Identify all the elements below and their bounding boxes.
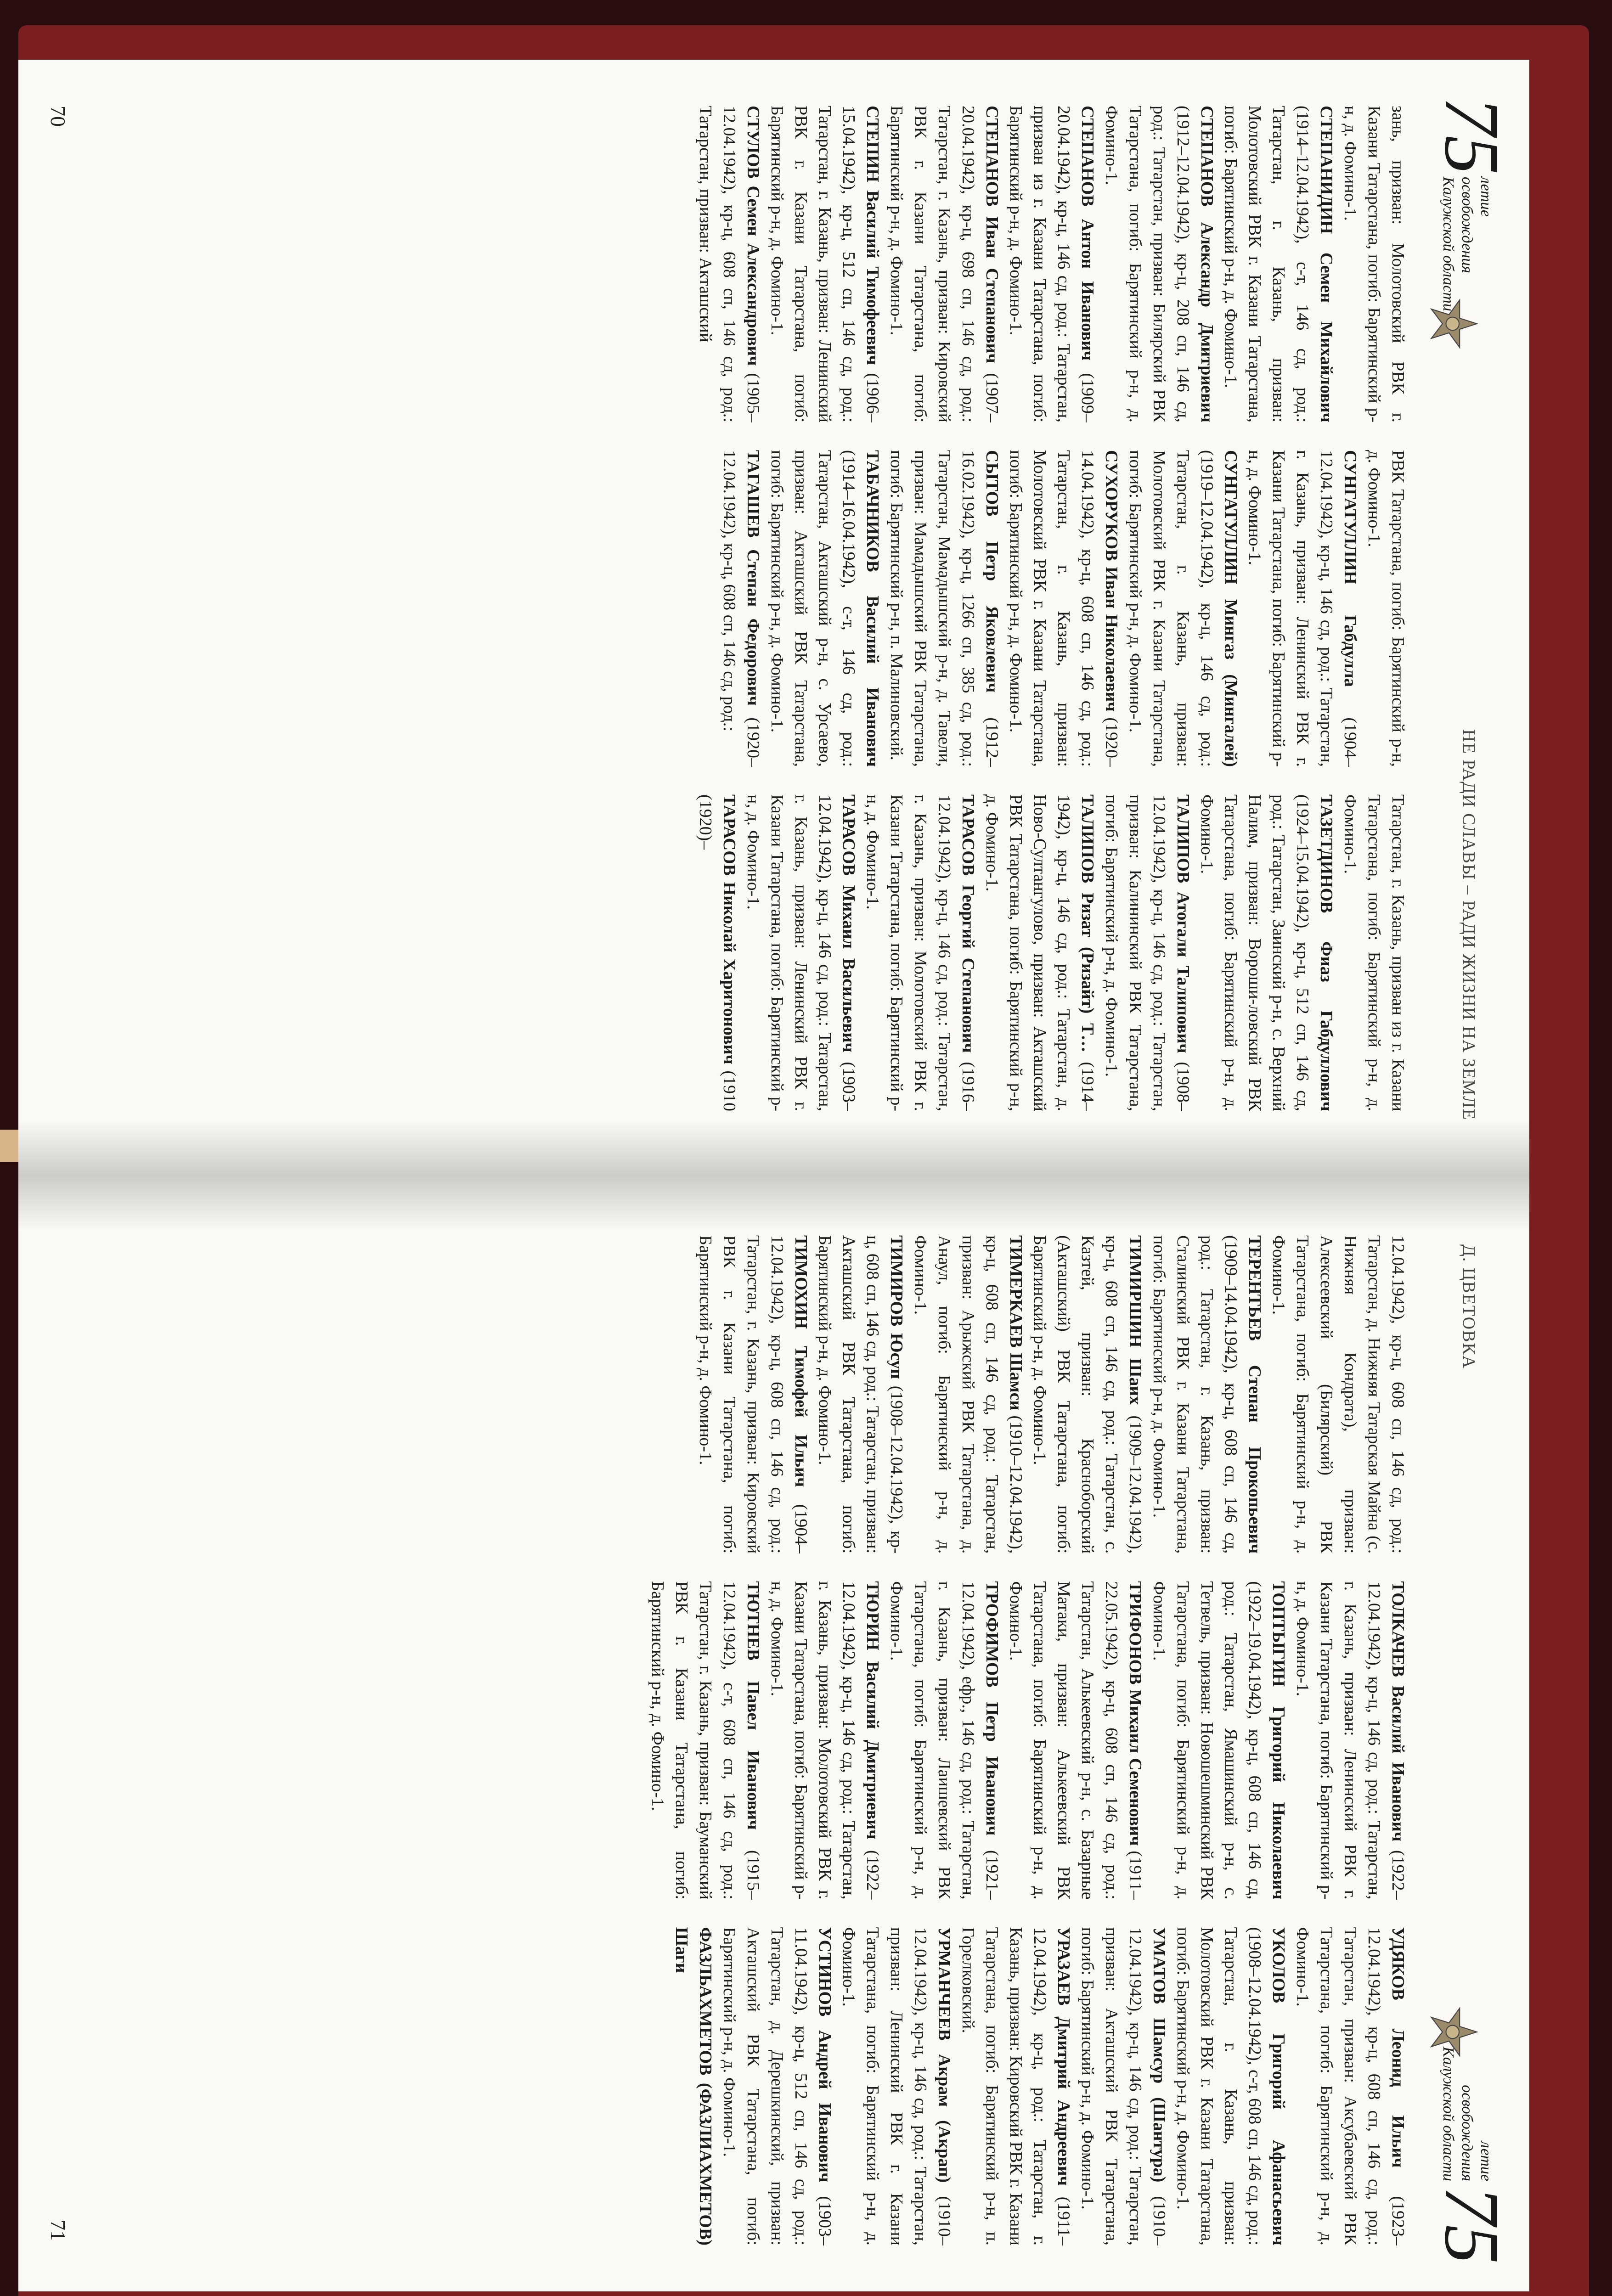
column-1 [96, 1235, 1410, 1553]
entry-details: (1914–1942), кр-ц, 146 сд, род.: Татарстан, д. Ново-Султангулово, призван: Акташский РВК Татарстана, погиб: Барятинский р-н, д. Фомино-1. [982, 794, 1097, 1111]
entry-name: ТАЛИПОВ Атогали Талипович [1173, 794, 1193, 1053]
anniversary-emblem-right [1424, 2007, 1515, 2264]
entry-details: (1920–14.04.1942), кр-ц, 608 сп, 146 сд, род.: Татарстан, г. Казань, призван: Молотовский РВК г. Казани Татарстана, погиб: Барятинский р-н, д. Фомино-1. [1006, 450, 1121, 767]
memorial-entry [885, 450, 1004, 767]
ribbon-bookmark[interactable] [0, 1130, 18, 1162]
entry-details: (1910 (1920)– [696, 794, 739, 1111]
emblem-line-2: Калужской области [1440, 177, 1457, 311]
entry-details: (1924–15.04.1942), кр-ц, 512 сп, 146 сд, род.: Татарстан, Заинский р-н, с. Верхний Налим, призван: Вороши-ловский РВК Татарстана, погиб: Барятинский р-н, д. Фомино-1. [1197, 794, 1312, 1111]
text-columns-left [96, 106, 1410, 1111]
memorial-entry [1123, 450, 1243, 767]
memorial-entry [1338, 106, 1410, 422]
emblem-caption [1439, 2043, 1495, 2181]
entry-details: (1907–20.04.1942), кр-ц, 698 сп, 146 сд, род.: Татарстан, г. Казань, призван: Кировский РВК г. Казани Татарстана, погиб: Барятинский р-н, д. Фомино-1. [887, 106, 1002, 422]
emblem-line-1: летие освобождения [1459, 2085, 1494, 2181]
entry-name: ТИМЕРКАЕВ Шамси [1006, 1235, 1026, 1411]
column-3 [96, 794, 1410, 1111]
memorial-entry [1004, 1581, 1147, 1899]
emblem-caption [1439, 177, 1495, 315]
entry-name: ФАЗЛЬАХМЕТОВ (ФАЗЛИАХМЕТОВ) Шаги [672, 1927, 715, 2245]
memorial-entry [1076, 1927, 1171, 2245]
entry-name: ТАЗЕТДИНОВ Фиаз Габдуллович [1317, 794, 1336, 1111]
entry-name: ТОЛКАЧЕВ Василий Иванович [1388, 1581, 1408, 1842]
memorial-entry [1338, 794, 1410, 1111]
book-spread [18, 60, 1529, 2291]
entry-details: РВК Татарстана, погиб: Барятинский р-н, д. Фомино-1. [1364, 450, 1408, 767]
column-3 [96, 1927, 1410, 2245]
entry-details: (1904–12.04.1942), кр-ц, 608 сп, 146 сд, род.: Татарстан, г. Казань, призван: Кировский РВК г. Казани Татарстана, погиб: Барятинский р-н, д. Фомино-1. [696, 1235, 811, 1554]
memorial-entry [717, 1927, 837, 2245]
entry-name: УДЯКОВ Леонид Ильич [1388, 1927, 1408, 2168]
memorial-entry [1099, 106, 1219, 422]
memorial-entry [693, 106, 765, 422]
entry-name: ТОПТЫГИН Григорий Николаевич [1269, 1581, 1288, 1900]
memorial-entry [908, 1235, 1028, 1553]
entry-name: УСТИНОВ Андрей Иванович [815, 1927, 834, 2183]
right-page [18, 1176, 1529, 2291]
entry-name: ТИМИРОВ Юсуп [887, 1235, 906, 1379]
memorial-entry [670, 1927, 717, 2245]
memorial-entry [1004, 106, 1099, 422]
entry-name: ТАБАЧНИКОВ Василий Иванович [863, 450, 882, 767]
entry-details: (1919–12.04.1942), кр-ц, 146 сд, род.: Татарстан, г. Казань, призван: Молотовский РВК г. Казани Татарстана, погиб: Барятинский р-н, д. Фомино-1. [1126, 450, 1217, 767]
memorial-entry [1267, 1235, 1410, 1553]
entry-name: ТЮТНЕВ Павел Иванович [744, 1581, 763, 1830]
memorial-entry [1147, 1581, 1291, 1899]
memorial-entry [885, 1581, 1004, 1899]
memorial-entry [837, 1927, 956, 2245]
memorial-entry [1219, 106, 1338, 422]
memorial-entry [693, 1235, 813, 1553]
running-head-left: НЕ РАДИ СЛАВЫ – РАДИ ЖИЗНИ НА ЗЕМЛЕ [1459, 729, 1478, 1120]
entry-details: (1921–12.04.1942), ефр., 146 сд, род.: Татарстан, г. Казань, призван: Лаишевский РВК Татарстана, погиб: Барятинский р-н, д. Фомино-1. [887, 1581, 1002, 1900]
entry-name: СУХОРУКОВ Иван Николаевич [1102, 450, 1121, 712]
entry-details: (1923–12.04.1942), кр-ц, 608 сп, 146 сд, род.: Татарстан, призван: Аксубаевский РВК Татарстана, погиб: Барятинский р-н, д. Фомино-1. [1293, 1927, 1408, 2245]
memorial-entry [813, 1235, 908, 1553]
entry-details: (1910–12.04.1942), кр-ц, 608 сп, 146 сд, род.: Татарстан, призван: Арыжский РВК Татарстана, д. Анаул, погиб: Барятинский р-н, д. Фомино-1. [911, 1235, 1026, 1554]
text-columns-right [96, 1235, 1410, 2245]
entry-name: СТУЛОВ Семен Александрович [744, 106, 763, 366]
entry-details: (1916–12.04.1942), кр-ц, 146 сд, род.: Татарстан, г. Казань, призван: Молотовский РВК г. Казани Татарстана, погиб: Барятинский р-н, д. Фомино-1. [863, 794, 978, 1111]
memorial-entry [693, 794, 741, 1111]
memorial-entry [717, 450, 765, 767]
entry-name: ТАРАСОВ Георгий Степанович [958, 794, 978, 1053]
entry-details: (1908–12.04.1942), кр-ц, 608 сп, 146 сд, род.: Татарстан, призван: Акташский РВК Татарстана, погиб: Барятинский р-н, д. Фомино-1. [815, 1235, 906, 1554]
entry-details: (1920–12.04.1942), кр-ц, 608 сп, 146 сд, род.: [720, 450, 763, 767]
entry-details: (1922–12.04.1942), кр-ц, 146 сд, род.: Татарстан, г. Казань, призван: Молотовский РВК г. Казани Татарстана, погиб: Барятинский р-н, д. Фомино-1. [767, 1581, 882, 1900]
entry-details: (1908–12.04.1942), с-т, 608 сп, 146 сд, род.: Татарстан, г. Казань, призван: Молотовский РВК г. Казани Татарстана, погиб: Барятинский р-н, д. Фомино-1. [1173, 1927, 1264, 2245]
emblem-number: 75 [1429, 2186, 1515, 2264]
entry-name: СТЕПАНИДИН Семен Михайлович [1317, 106, 1336, 422]
entry-details: (1903–11.04.1942), кр-ц, 512 сп, 146 сд, род.: Татарстан, д. Дерешкинский, призван: Акташский РВК Татарстана, погиб: Барятинский р-н, д. Фомино-1. [720, 1927, 834, 2245]
left-page [18, 60, 1529, 1176]
entry-details: (1906–15.04.1942), кр-ц, 512 сп, 146 сд, род.: Татарстан, г. Казань, призван: Ленинский РВК г. Казани Татарстана, погиб: Барятинский р-н, д. Фомино-1. [767, 106, 882, 422]
entry-name: СТЕПАНОВ Александр Дмитриевич [1197, 106, 1217, 422]
entry-details: (1905–12.04.1942), кр-ц, 608 сп, 146 сд, род.: Татарстан, призван: Акташский [696, 106, 763, 422]
anniversary-emblem-left [1424, 96, 1515, 354]
memorial-entry [1195, 794, 1338, 1111]
entry-details: (1909–14.04.1942), кр-ц, 608 сп, 146 сд, род.: Татарстан, г. Казань, призван: Сталинский РВК г. Казани Татарстана, погиб: Барятинский р-н, д. Фомино-1. [1150, 1235, 1240, 1554]
memorial-entry [765, 450, 885, 767]
memorial-entry [1362, 450, 1410, 767]
emblem-number: 75 [1429, 96, 1515, 174]
entry-name: УМАТОВ Шамсур (Шантура) [1150, 1927, 1169, 2183]
entry-name: ТЕРЕНТЬЕВ Степан Прокопьевич [1245, 1235, 1264, 1554]
entry-details: (1912–12.04.1942), кр-ц, 208 сп, 146 сд, род.: Татарстан, призван: Билярский РВК Татарстана, погиб: Барятинский р-н, д. Фомино-1. [1102, 106, 1193, 422]
entry-name: СУНГАТУЛЛИН Габдулла [1341, 450, 1360, 687]
entry-name: ТИМИРШИН Шаих [1126, 1235, 1145, 1405]
memorial-entry [741, 794, 861, 1111]
entry-name: СТЕПАНОВ Иван Степанович [982, 106, 1002, 363]
page-number-left: 70 [46, 106, 70, 127]
entry-details: (1911–12.04.1942), кр-ц, род.: Татарстан, г. Казань, призван: Кировский РВК г. Казани Татарстана, погиб: Барятинский р-н, п. Горелковский. [958, 1927, 1073, 2245]
column-1 [96, 106, 1410, 422]
emblem-line-1: летие освобождения [1459, 177, 1494, 273]
entry-name: СТЕПИН Василий Тимофеевич [863, 106, 882, 365]
entry-details: (1911–22.05.1942), кр-ц, 608 сп, 146 сд, род.: Татарстан, Алькеевский р-н, с. Базарные Матаки, призван: Алькеевский РВК Татарстана, погиб: Барятинский р-н, д. Фомино-1. [1006, 1581, 1145, 1900]
entry-details: (1914–12.04.1942), с-т, 146 сд, род.: Татарстан, г. Казань, призван: Молотовский РВК г. Казани Татарстана, погиб: Барятинский р-н, д. Фомино-1. [1221, 106, 1312, 422]
entry-name: УРМАНЧЕЕВ Акрам (Акрап) [935, 1927, 954, 2183]
entry-details: (1904–12.04.1942), кр-ц, 146 сд, род.: Татарстан, г. Казань, призван: Ленинский РВК г. Казани Татарстана, погиб: Барятинский р-н, д. Фомино-1. [1245, 450, 1360, 767]
memorial-entry [1291, 1581, 1410, 1899]
entry-details: (1908–12.04.1942), кр-ц, 146 сд, род.: Татарстан, призван: Калининский РВК Татарстана, погиб: Барятинский р-н, д. Фомино-1. [1102, 794, 1193, 1111]
entry-details: (1910–12.04.1942), кр-ц, 146 сд, род.: Татарстан, призван: Ленинский РВК г. Казани Татарстана, погиб: Барятинский р-н, д. Фомино-1. [839, 1927, 954, 2245]
entry-details: (1909–12.04.1942), кр-ц, 608 сп, 146 сд, род.: Татарстан, с. Казтей, призван: Красноборский (Акташский) РВК Татарстана, погиб: Барятинский р-н, д. Фомино-1. [1030, 1235, 1145, 1554]
entry-name: СУНГАТУЛЛИН Мингаз (Мингалей) [1221, 450, 1240, 767]
entry-details: зань, призван: Молотовский РВК г. Казани Татарстана, погиб: Барятинский р-н, д. Фомино-1. [1341, 106, 1408, 422]
entry-name: УРАЗАЕВ Дмитрий Андреевич [1054, 1927, 1073, 2186]
memorial-entry [765, 106, 885, 422]
entry-name: ТАГАШЕВ Степан Федорович [744, 450, 763, 706]
entry-name: ТЮРИН Василий Дмитриевич [863, 1581, 882, 1840]
memorial-entry [1004, 450, 1123, 767]
gutter-shadow [18, 1176, 1529, 1231]
column-2 [96, 1581, 1410, 1899]
memorial-entry [1028, 1235, 1147, 1553]
entry-details: (1915–12.04.1942), с-т, 608 сп, 146 сд, род.: Татарстан, г. Казань, призван: Бауманский РВК г. Казани Татарстана, погиб: Барятинский р-н, д. Фомино-1. [648, 1581, 763, 1900]
entry-name: ТРОФИМОВ Петр Иванович [982, 1581, 1002, 1836]
memorial-entry [1147, 1235, 1267, 1553]
entry-name: СТЕПАНОВ Антон Иванович [1078, 106, 1097, 361]
entry-name: ТАРАСОВ Николай Харитонович [720, 794, 739, 1064]
memorial-entry [956, 1927, 1076, 2245]
entry-name: ТАРАСОВ Михаил Васильевич [839, 794, 858, 1052]
entry-details: (1912–16.02.1942), кр-ц, 1266 сп, 385 сд, род.: Татарстан, Мамадышский р-н, д. Тавели, призван: Мамадышский РВК Татарстана, погиб: Барятинский р-н, п. Малиновский. [887, 450, 1002, 767]
entry-details: Татарстан, г. Казань, призван из г. Казани Татарстана, погиб: Барятинский р-н, д. Фомино-1. [1341, 794, 1408, 1111]
entry-details: (1903–12.04.1942), кр-ц, 146 сд, род.: Татарстан, г. Казань, призван: Ленинский РВК г. Казани Татарстана, погиб: Барятинский р-н, д. Фомино-1. [744, 794, 858, 1111]
memorial-entry [1243, 450, 1362, 767]
entry-name: СЫТОВ Петр Яковлевич [982, 450, 1002, 693]
order-star-icon [1428, 298, 1479, 349]
memorial-entry [980, 794, 1099, 1111]
memorial-entry [1291, 1927, 1410, 2245]
memorial-entry [861, 794, 980, 1111]
entry-details: (1922–12.04.1942), кр-ц, 146 сд, род.: Татарстан, г. Казань, призван: Ленинский РВК г. Казани Татарстана, погиб: Барятинский р-н, д. Фомино-1. [1293, 1581, 1408, 1900]
memorial-entry [1171, 1927, 1291, 2245]
emblem-line-2: Калужской области [1440, 2047, 1457, 2181]
entry-details: (1909–20.04.1942), кр-ц, 146 сд, род.: Татарстан, призван из г. Казани Татарстана, погиб: Барятинский р-н, д. Фомино-1. [1006, 106, 1097, 422]
page-number-right: 71 [46, 2220, 70, 2241]
memorial-entry [765, 1581, 885, 1899]
entry-name: УКОЛОВ Григорий Афанасьевич [1269, 1927, 1288, 2245]
entry-name: ТАЛИПОВ Ризат (Ризайт) Т… [1078, 794, 1097, 1052]
entry-details: (1922–19.04.1942), кр-ц, 608 сп, 146 сд, род.: Татарстан, Ямашинский р-н, с. Тетвель, призван: Новошешминский РВК Татарстана, погиб: Барятинский р-н, д. Фомино-1. [1150, 1581, 1264, 1900]
entry-details: 12.04.1942), кр-ц, 608 сп, 146 сд, род.: Татарстан, д. Нижняя Татарская Майна (с. Нижняя Кондрата), призван: Алексеевский (Билярский) РВК Татарстана, погиб: Барятинский р-н, д. Фомино-1. [1269, 1235, 1408, 1554]
memorial-entry [885, 106, 1004, 422]
entry-name: ТИМОХИН Тимофей Ильич [791, 1235, 811, 1487]
column-2 [96, 450, 1410, 767]
entry-details: (1910–12.04.1942), кр-ц, 146 сд, род.: Татарстан, призван: Акташский РВК Татарстана, погиб: Барятинский р-н, д. Фомино-1. [1078, 1927, 1169, 2245]
running-head-right: Д. ЦВЕТОВКА [1459, 1244, 1478, 1369]
gutter-shadow [18, 1120, 1529, 1176]
memorial-entry [646, 1581, 765, 1899]
entry-details: (1914–16.04.1942), с-т, 146 сд, род.: Татарстан, Акташский р-н, с. Урсаево, призван: Акташский РВК Татарстана, погиб: Барятинский р-н, д. Фомино-1. [767, 450, 858, 767]
entry-name: ТРИФОНОВ Михаил Семенович [1126, 1581, 1145, 1846]
memorial-entry [1099, 794, 1195, 1111]
